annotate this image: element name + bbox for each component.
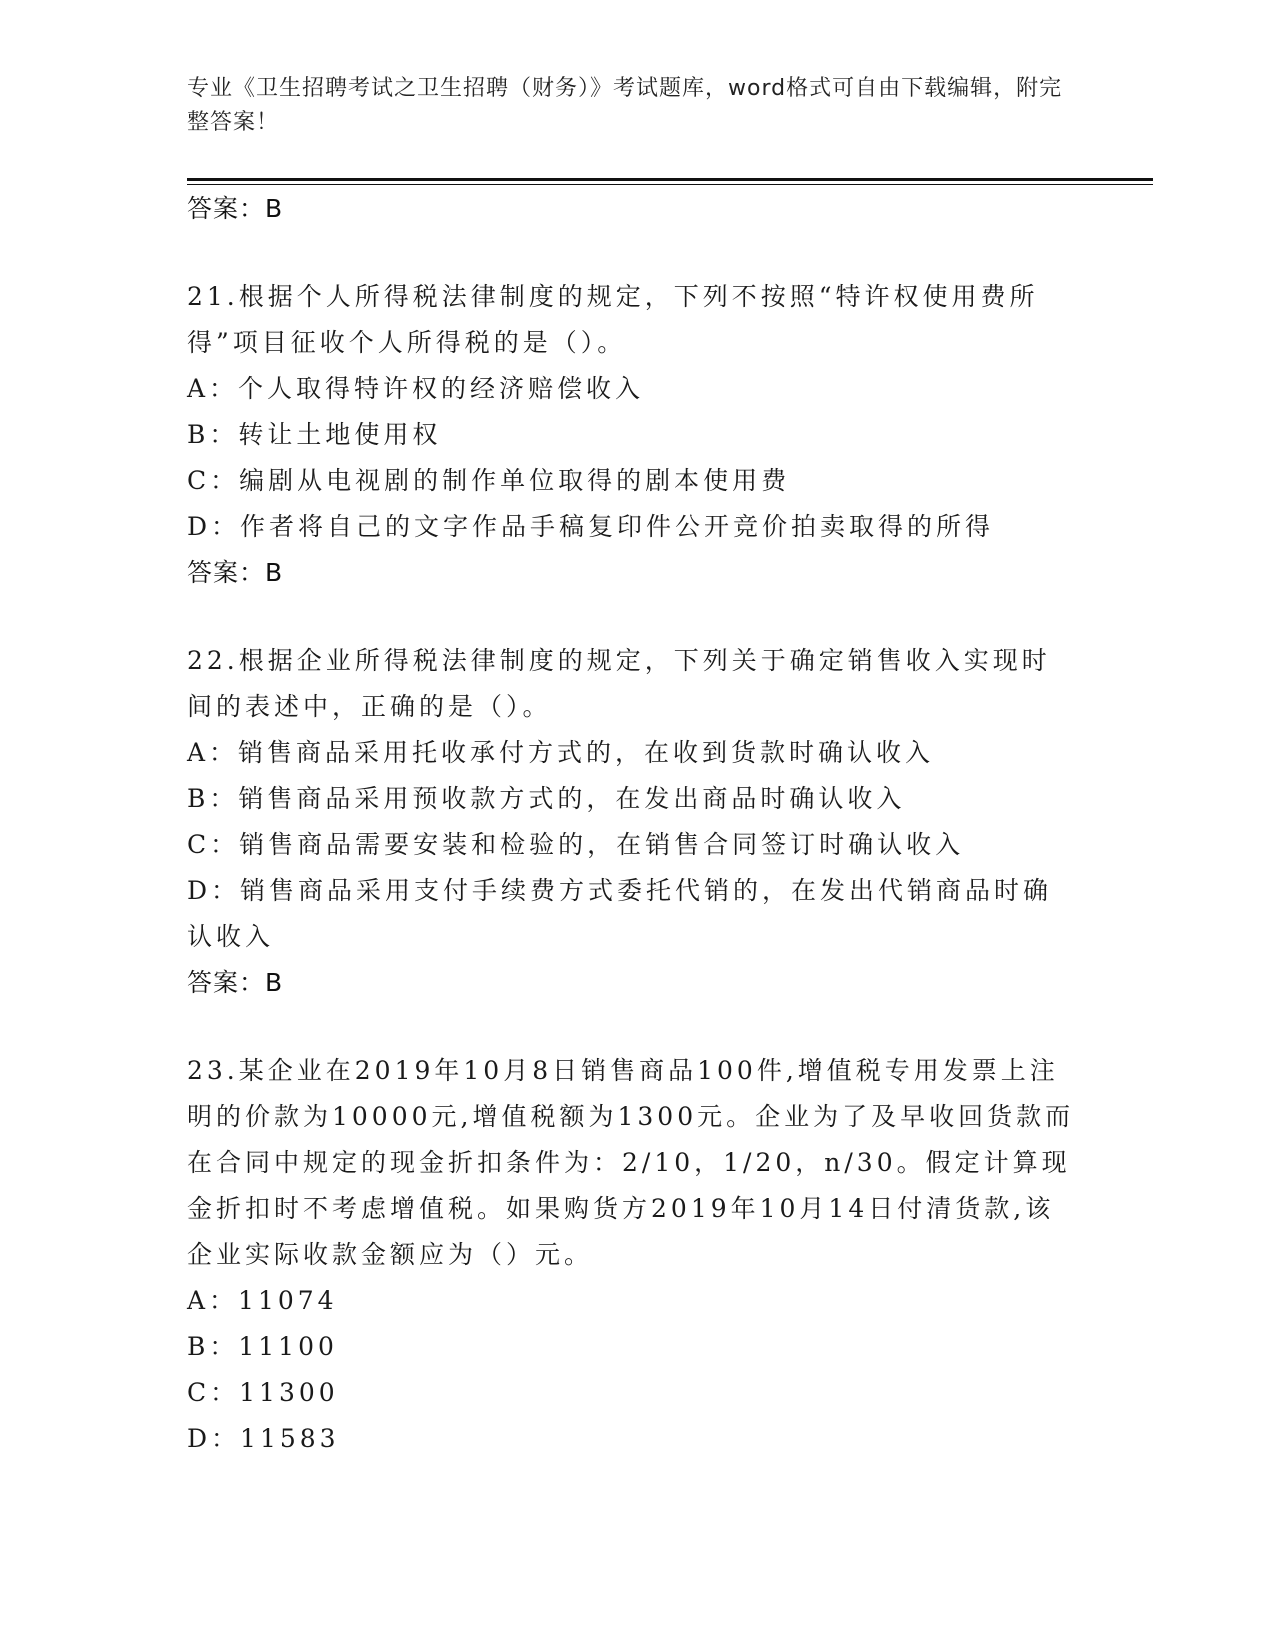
option-a: A：11074 xyxy=(187,1286,338,1315)
option-b: B：销售商品采用预收款方式的，在发出商品时确认收入 xyxy=(187,784,906,813)
option-d: D：11583 xyxy=(187,1424,340,1453)
option-a: A：销售商品采用托收承付方式的，在收到货款时确认收入 xyxy=(187,738,935,767)
header-divider-thin xyxy=(187,184,1153,185)
option-c: C：11300 xyxy=(187,1378,339,1407)
option-a: A：个人取得特许权的经济赔偿收入 xyxy=(187,374,645,403)
answer-line: 答案：B xyxy=(187,194,284,223)
document-header: 专业《卫生招聘考试之卫生招聘（财务）》考试题库，word格式可自由下载编辑，附完整答案！ xyxy=(187,76,1063,135)
question-21 xyxy=(187,274,1077,596)
answer-line: 答案：B xyxy=(187,558,284,587)
answer-line: 答案：B xyxy=(187,968,284,997)
option-d: D：作者将自己的文字作品手稿复印件公开竞价拍卖取得的所得 xyxy=(187,512,995,541)
question-stem: 22.根据企业所得税法律制度的规定，下列关于确定销售收入实现时间的表述中，正确的是（）。 xyxy=(187,646,1051,721)
header-divider-thick xyxy=(187,178,1153,181)
option-b: B：11100 xyxy=(187,1332,338,1361)
option-d: D：销售商品采用支付手续费方式委托代销的，在发出代销商品时确认收入 xyxy=(187,876,1053,951)
option-c: C：销售商品需要安装和检验的，在销售合同签订时确认收入 xyxy=(187,830,965,859)
question-22 xyxy=(187,638,1077,1006)
question-list xyxy=(187,186,1077,1462)
question-stem: 21.根据个人所得税法律制度的规定，下列不按照“特许权使用费所得”项目征收个人所得税的是（）。 xyxy=(187,282,1039,357)
option-b: B：转让土地使用权 xyxy=(187,420,442,449)
option-c: C：编剧从电视剧的制作单位取得的剧本使用费 xyxy=(187,466,791,495)
question-23 xyxy=(187,1048,1077,1462)
question-stem: 23.某企业在2019年10月8日销售商品100件,增值税专用发票上注明的价款为10000元,增值税额为1300元。企业为了及早收回货款而在合同中规定的现金折扣条件为：2/10，1/20，n/30。假定计算现金折扣时不考虑增值税。如果购货方2019年10月14日付清货款,该企业实际收款金额应为（）元。 xyxy=(187,1056,1075,1269)
